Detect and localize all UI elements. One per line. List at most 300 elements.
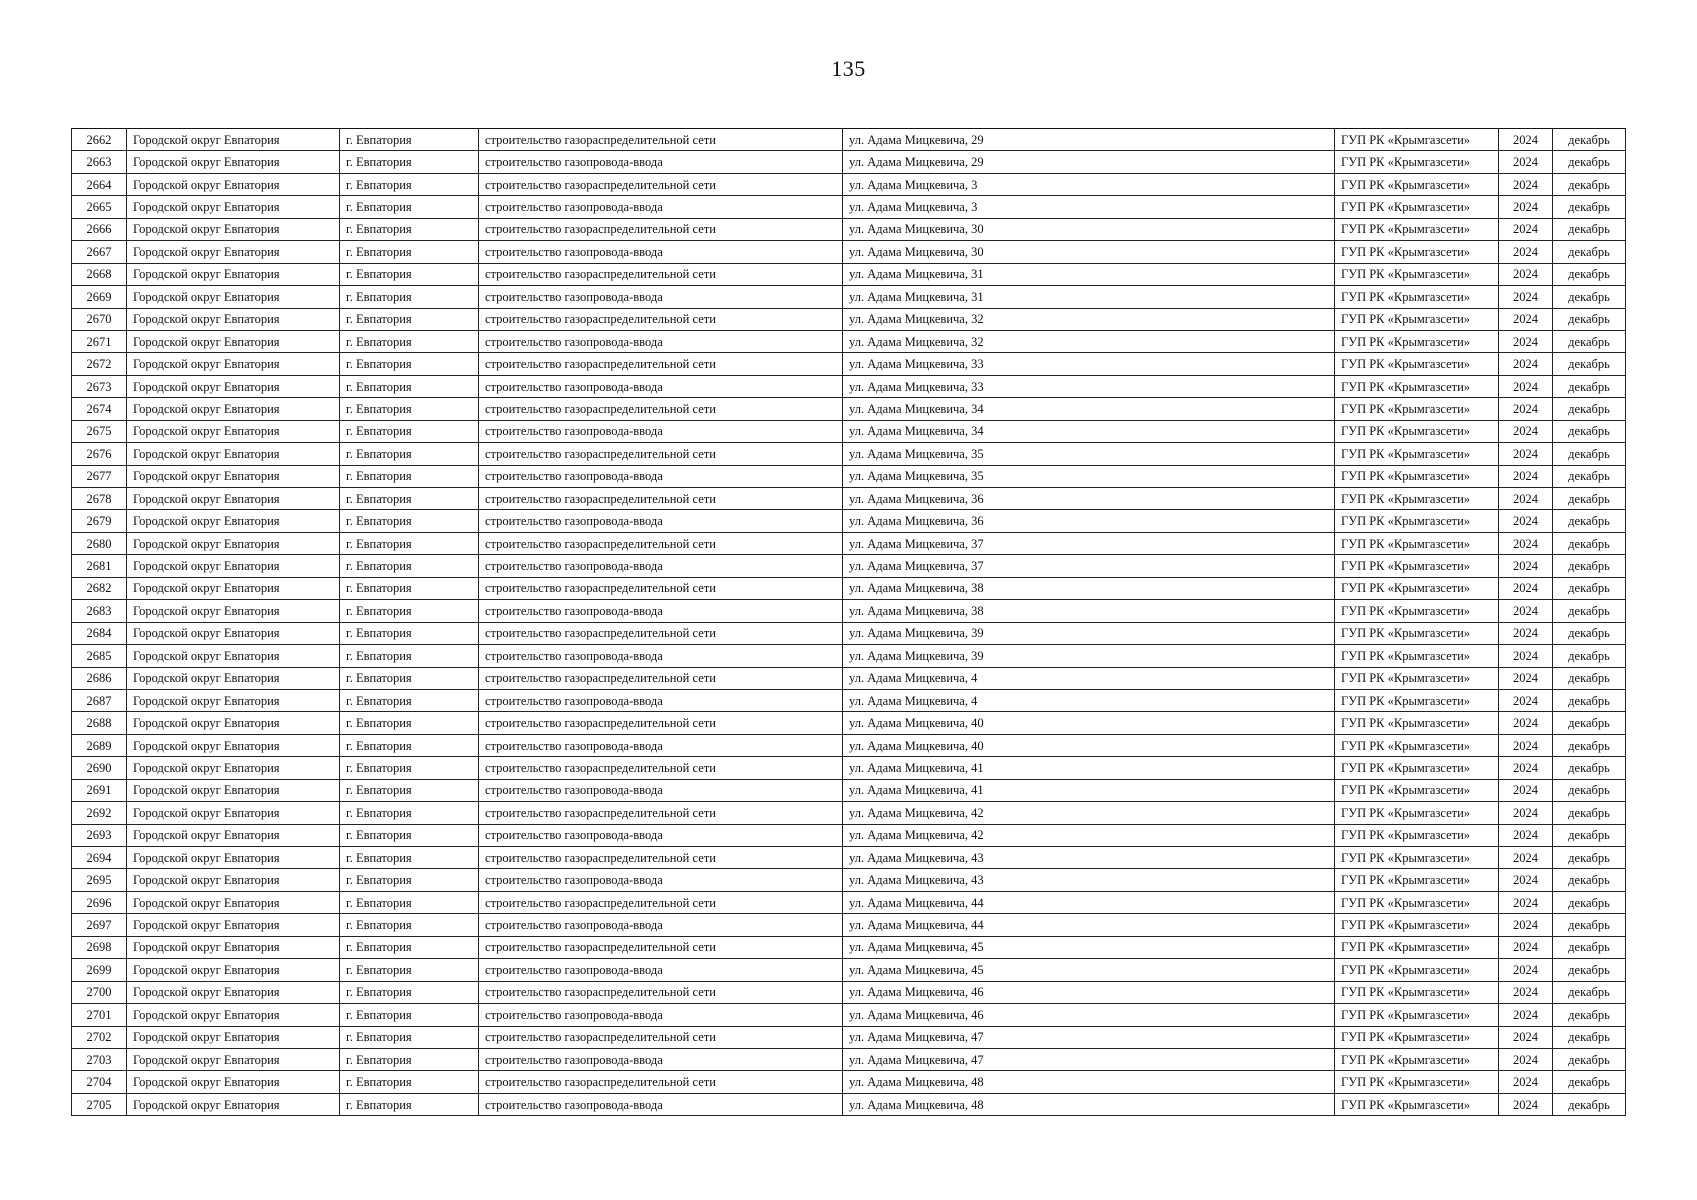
table-row: [72, 196, 1626, 218]
row-number-cell: 2668: [72, 263, 127, 285]
address-cell: ул. Адама Мицкевича, 34: [843, 420, 1335, 442]
table-row: [72, 1071, 1626, 1093]
work-type-cell: строительство газораспределительной сети: [479, 398, 843, 420]
work-type-cell: строительство газопровода-ввода: [479, 1093, 843, 1115]
row-number-cell: 2690: [72, 757, 127, 779]
organization-cell: ГУП РК «Крымгазсети»: [1335, 218, 1499, 240]
year-cell: 2024: [1499, 151, 1553, 173]
year-cell: 2024: [1499, 824, 1553, 846]
organization-cell: ГУП РК «Крымгазсети»: [1335, 263, 1499, 285]
organization-cell: ГУП РК «Крымгазсети»: [1335, 1093, 1499, 1115]
month-cell: декабрь: [1553, 241, 1626, 263]
row-number-cell: 2691: [72, 779, 127, 801]
organization-cell: ГУП РК «Крымгазсети»: [1335, 712, 1499, 734]
month-cell: декабрь: [1553, 824, 1626, 846]
year-cell: 2024: [1499, 936, 1553, 958]
work-type-cell: строительство газораспределительной сети: [479, 173, 843, 195]
district-cell: Городской округ Евпатория: [127, 577, 340, 599]
organization-cell: ГУП РК «Крымгазсети»: [1335, 353, 1499, 375]
month-cell: декабрь: [1553, 689, 1626, 711]
district-cell: Городской округ Евпатория: [127, 981, 340, 1003]
row-number-cell: 2688: [72, 712, 127, 734]
city-cell: г. Евпатория: [340, 263, 479, 285]
table-row: [72, 1093, 1626, 1115]
month-cell: декабрь: [1553, 555, 1626, 577]
address-cell: ул. Адама Мицкевича, 41: [843, 757, 1335, 779]
register-body: [72, 129, 1626, 1116]
table-row: [72, 824, 1626, 846]
row-number-cell: 2678: [72, 488, 127, 510]
register-table: [71, 128, 1626, 1116]
year-cell: 2024: [1499, 757, 1553, 779]
work-type-cell: строительство газопровода-ввода: [479, 151, 843, 173]
work-type-cell: строительство газопровода-ввода: [479, 959, 843, 981]
work-type-cell: строительство газораспределительной сети: [479, 712, 843, 734]
work-type-cell: строительство газопровода-ввода: [479, 375, 843, 397]
month-cell: декабрь: [1553, 847, 1626, 869]
address-cell: ул. Адама Мицкевича, 34: [843, 398, 1335, 420]
work-type-cell: строительство газораспределительной сети: [479, 488, 843, 510]
city-cell: г. Евпатория: [340, 532, 479, 554]
city-cell: г. Евпатория: [340, 1048, 479, 1070]
work-type-cell: строительство газораспределительной сети: [479, 757, 843, 779]
work-type-cell: строительство газораспределительной сети: [479, 847, 843, 869]
address-cell: ул. Адама Мицкевича, 31: [843, 263, 1335, 285]
year-cell: 2024: [1499, 869, 1553, 891]
year-cell: 2024: [1499, 398, 1553, 420]
city-cell: г. Евпатория: [340, 734, 479, 756]
row-number-cell: 2701: [72, 1004, 127, 1026]
city-cell: г. Евпатория: [340, 555, 479, 577]
table-row: [72, 241, 1626, 263]
address-cell: ул. Адама Мицкевича, 48: [843, 1071, 1335, 1093]
organization-cell: ГУП РК «Крымгазсети»: [1335, 196, 1499, 218]
year-cell: 2024: [1499, 689, 1553, 711]
month-cell: декабрь: [1553, 622, 1626, 644]
district-cell: Городской округ Евпатория: [127, 398, 340, 420]
city-cell: г. Евпатория: [340, 689, 479, 711]
month-cell: декабрь: [1553, 353, 1626, 375]
district-cell: Городской округ Евпатория: [127, 555, 340, 577]
table-row: [72, 734, 1626, 756]
organization-cell: ГУП РК «Крымгазсети»: [1335, 1048, 1499, 1070]
city-cell: г. Евпатория: [340, 712, 479, 734]
row-number-cell: 2663: [72, 151, 127, 173]
district-cell: Городской округ Евпатория: [127, 218, 340, 240]
row-number-cell: 2699: [72, 959, 127, 981]
district-cell: Городской округ Евпатория: [127, 1026, 340, 1048]
address-cell: ул. Адама Мицкевича, 46: [843, 1004, 1335, 1026]
table-row: [72, 802, 1626, 824]
work-type-cell: строительство газораспределительной сети: [479, 129, 843, 151]
month-cell: декабрь: [1553, 330, 1626, 352]
month-cell: декабрь: [1553, 532, 1626, 554]
work-type-cell: строительство газопровода-ввода: [479, 600, 843, 622]
row-number-cell: 2689: [72, 734, 127, 756]
table-row: [72, 1026, 1626, 1048]
district-cell: Городской округ Евпатория: [127, 241, 340, 263]
address-cell: ул. Адама Мицкевича, 32: [843, 330, 1335, 352]
address-cell: ул. Адама Мицкевича, 4: [843, 689, 1335, 711]
organization-cell: ГУП РК «Крымгазсети»: [1335, 330, 1499, 352]
organization-cell: ГУП РК «Крымгазсети»: [1335, 286, 1499, 308]
table-row: [72, 286, 1626, 308]
row-number-cell: 2692: [72, 802, 127, 824]
month-cell: декабрь: [1553, 510, 1626, 532]
month-cell: декабрь: [1553, 757, 1626, 779]
year-cell: 2024: [1499, 600, 1553, 622]
organization-cell: ГУП РК «Крымгазсети»: [1335, 375, 1499, 397]
organization-cell: ГУП РК «Крымгазсети»: [1335, 622, 1499, 644]
district-cell: Городской округ Евпатория: [127, 375, 340, 397]
district-cell: Городской округ Евпатория: [127, 308, 340, 330]
district-cell: Городской округ Евпатория: [127, 891, 340, 913]
address-cell: ул. Адама Мицкевича, 3: [843, 173, 1335, 195]
month-cell: декабрь: [1553, 263, 1626, 285]
month-cell: декабрь: [1553, 600, 1626, 622]
district-cell: Городской округ Евпатория: [127, 330, 340, 352]
city-cell: г. Евпатория: [340, 375, 479, 397]
row-number-cell: 2671: [72, 330, 127, 352]
address-cell: ул. Адама Мицкевича, 40: [843, 712, 1335, 734]
city-cell: г. Евпатория: [340, 600, 479, 622]
address-cell: ул. Адама Мицкевича, 45: [843, 959, 1335, 981]
month-cell: декабрь: [1553, 802, 1626, 824]
district-cell: Городской округ Евпатория: [127, 353, 340, 375]
district-cell: Городской округ Евпатория: [127, 488, 340, 510]
city-cell: г. Евпатория: [340, 218, 479, 240]
organization-cell: ГУП РК «Крымгазсети»: [1335, 510, 1499, 532]
row-number-cell: 2703: [72, 1048, 127, 1070]
month-cell: декабрь: [1553, 488, 1626, 510]
work-type-cell: строительство газопровода-ввода: [479, 420, 843, 442]
organization-cell: ГУП РК «Крымгазсети»: [1335, 1004, 1499, 1026]
work-type-cell: строительство газопровода-ввода: [479, 1048, 843, 1070]
district-cell: Городской округ Евпатория: [127, 824, 340, 846]
work-type-cell: строительство газопровода-ввода: [479, 914, 843, 936]
month-cell: декабрь: [1553, 869, 1626, 891]
city-cell: г. Евпатория: [340, 757, 479, 779]
table-row: [72, 936, 1626, 958]
month-cell: декабрь: [1553, 1048, 1626, 1070]
year-cell: 2024: [1499, 241, 1553, 263]
city-cell: г. Евпатория: [340, 645, 479, 667]
address-cell: ул. Адама Мицкевича, 30: [843, 241, 1335, 263]
work-type-cell: строительство газораспределительной сети: [479, 1026, 843, 1048]
district-cell: Городской округ Евпатория: [127, 465, 340, 487]
year-cell: 2024: [1499, 375, 1553, 397]
district-cell: Городской округ Евпатория: [127, 129, 340, 151]
district-cell: Городской округ Евпатория: [127, 1004, 340, 1026]
organization-cell: ГУП РК «Крымгазсети»: [1335, 241, 1499, 263]
district-cell: Городской округ Евпатория: [127, 443, 340, 465]
row-number-cell: 2669: [72, 286, 127, 308]
work-type-cell: строительство газопровода-ввода: [479, 1004, 843, 1026]
address-cell: ул. Адама Мицкевича, 38: [843, 600, 1335, 622]
year-cell: 2024: [1499, 734, 1553, 756]
year-cell: 2024: [1499, 129, 1553, 151]
work-type-cell: строительство газопровода-ввода: [479, 510, 843, 532]
organization-cell: ГУП РК «Крымгазсети»: [1335, 465, 1499, 487]
organization-cell: ГУП РК «Крымгазсети»: [1335, 824, 1499, 846]
row-number-cell: 2694: [72, 847, 127, 869]
year-cell: 2024: [1499, 1093, 1553, 1115]
year-cell: 2024: [1499, 1004, 1553, 1026]
year-cell: 2024: [1499, 1026, 1553, 1048]
address-cell: ул. Адама Мицкевича, 33: [843, 353, 1335, 375]
organization-cell: ГУП РК «Крымгазсети»: [1335, 959, 1499, 981]
month-cell: декабрь: [1553, 959, 1626, 981]
city-cell: г. Евпатория: [340, 443, 479, 465]
work-type-cell: строительство газопровода-ввода: [479, 734, 843, 756]
district-cell: Городской округ Евпатория: [127, 532, 340, 554]
table-row: [72, 1048, 1626, 1070]
organization-cell: ГУП РК «Крымгазсети»: [1335, 173, 1499, 195]
table-row: [72, 779, 1626, 801]
work-type-cell: строительство газопровода-ввода: [479, 330, 843, 352]
district-cell: Городской округ Евпатория: [127, 802, 340, 824]
city-cell: г. Евпатория: [340, 577, 479, 599]
month-cell: декабрь: [1553, 129, 1626, 151]
year-cell: 2024: [1499, 1048, 1553, 1070]
month-cell: декабрь: [1553, 443, 1626, 465]
organization-cell: ГУП РК «Крымгазсети»: [1335, 802, 1499, 824]
row-number-cell: 2662: [72, 129, 127, 151]
row-number-cell: 2675: [72, 420, 127, 442]
month-cell: декабрь: [1553, 465, 1626, 487]
city-cell: г. Евпатория: [340, 510, 479, 532]
work-type-cell: строительство газораспределительной сети: [479, 1071, 843, 1093]
table-row: [72, 981, 1626, 1003]
address-cell: ул. Адама Мицкевича, 45: [843, 936, 1335, 958]
year-cell: 2024: [1499, 218, 1553, 240]
row-number-cell: 2693: [72, 824, 127, 846]
address-cell: ул. Адама Мицкевича, 44: [843, 891, 1335, 913]
organization-cell: ГУП РК «Крымгазсети»: [1335, 869, 1499, 891]
city-cell: г. Евпатория: [340, 420, 479, 442]
address-cell: ул. Адама Мицкевича, 43: [843, 869, 1335, 891]
year-cell: 2024: [1499, 622, 1553, 644]
year-cell: 2024: [1499, 555, 1553, 577]
row-number-cell: 2677: [72, 465, 127, 487]
work-type-cell: строительство газораспределительной сети: [479, 353, 843, 375]
organization-cell: ГУП РК «Крымгазсети»: [1335, 577, 1499, 599]
city-cell: г. Евпатория: [340, 779, 479, 801]
organization-cell: ГУП РК «Крымгазсети»: [1335, 488, 1499, 510]
city-cell: г. Евпатория: [340, 914, 479, 936]
organization-cell: ГУП РК «Крымгазсети»: [1335, 1026, 1499, 1048]
year-cell: 2024: [1499, 510, 1553, 532]
row-number-cell: 2665: [72, 196, 127, 218]
month-cell: декабрь: [1553, 308, 1626, 330]
month-cell: декабрь: [1553, 420, 1626, 442]
district-cell: Городской округ Евпатория: [127, 712, 340, 734]
table-row: [72, 555, 1626, 577]
city-cell: г. Евпатория: [340, 981, 479, 1003]
district-cell: Городской округ Евпатория: [127, 757, 340, 779]
city-cell: г. Евпатория: [340, 129, 479, 151]
address-cell: ул. Адама Мицкевича, 37: [843, 532, 1335, 554]
address-cell: ул. Адама Мицкевича, 46: [843, 981, 1335, 1003]
address-cell: ул. Адама Мицкевича, 30: [843, 218, 1335, 240]
city-cell: г. Евпатория: [340, 353, 479, 375]
month-cell: декабрь: [1553, 173, 1626, 195]
organization-cell: ГУП РК «Крымгазсети»: [1335, 443, 1499, 465]
district-cell: Городской округ Евпатория: [127, 420, 340, 442]
district-cell: Городской округ Евпатория: [127, 869, 340, 891]
district-cell: Городской округ Евпатория: [127, 151, 340, 173]
year-cell: 2024: [1499, 667, 1553, 689]
year-cell: 2024: [1499, 173, 1553, 195]
city-cell: г. Евпатория: [340, 465, 479, 487]
table-row: [72, 600, 1626, 622]
table-row: [72, 218, 1626, 240]
table-row: [72, 330, 1626, 352]
address-cell: ул. Адама Мицкевича, 37: [843, 555, 1335, 577]
address-cell: ул. Адама Мицкевича, 36: [843, 510, 1335, 532]
city-cell: г. Евпатория: [340, 286, 479, 308]
work-type-cell: строительство газопровода-ввода: [479, 286, 843, 308]
city-cell: г. Евпатория: [340, 959, 479, 981]
address-cell: ул. Адама Мицкевича, 39: [843, 645, 1335, 667]
address-cell: ул. Адама Мицкевича, 29: [843, 129, 1335, 151]
table-row: [72, 398, 1626, 420]
work-type-cell: строительство газопровода-ввода: [479, 689, 843, 711]
row-number-cell: 2673: [72, 375, 127, 397]
work-type-cell: строительство газораспределительной сети: [479, 532, 843, 554]
month-cell: декабрь: [1553, 891, 1626, 913]
work-type-cell: строительство газораспределительной сети: [479, 218, 843, 240]
work-type-cell: строительство газораспределительной сети: [479, 891, 843, 913]
city-cell: г. Евпатория: [340, 398, 479, 420]
row-number-cell: 2681: [72, 555, 127, 577]
address-cell: ул. Адама Мицкевича, 40: [843, 734, 1335, 756]
year-cell: 2024: [1499, 532, 1553, 554]
address-cell: ул. Адама Мицкевича, 33: [843, 375, 1335, 397]
year-cell: 2024: [1499, 577, 1553, 599]
work-type-cell: строительство газопровода-ввода: [479, 196, 843, 218]
organization-cell: ГУП РК «Крымгазсети»: [1335, 420, 1499, 442]
month-cell: декабрь: [1553, 1004, 1626, 1026]
table-row: [72, 577, 1626, 599]
organization-cell: ГУП РК «Крымгазсети»: [1335, 936, 1499, 958]
table-row: [72, 689, 1626, 711]
table-row: [72, 712, 1626, 734]
month-cell: декабрь: [1553, 1093, 1626, 1115]
row-number-cell: 2687: [72, 689, 127, 711]
table-row: [72, 645, 1626, 667]
district-cell: Городской округ Евпатория: [127, 622, 340, 644]
month-cell: декабрь: [1553, 1026, 1626, 1048]
city-cell: г. Евпатория: [340, 196, 479, 218]
organization-cell: ГУП РК «Крымгазсети»: [1335, 734, 1499, 756]
row-number-cell: 2672: [72, 353, 127, 375]
row-number-cell: 2664: [72, 173, 127, 195]
row-number-cell: 2680: [72, 532, 127, 554]
work-type-cell: строительство газораспределительной сети: [479, 981, 843, 1003]
month-cell: декабрь: [1553, 398, 1626, 420]
row-number-cell: 2700: [72, 981, 127, 1003]
table-row: [72, 488, 1626, 510]
district-cell: Городской округ Евпатория: [127, 1093, 340, 1115]
row-number-cell: 2667: [72, 241, 127, 263]
organization-cell: ГУП РК «Крымгазсети»: [1335, 667, 1499, 689]
month-cell: декабрь: [1553, 712, 1626, 734]
table-row: [72, 622, 1626, 644]
organization-cell: ГУП РК «Крымгазсети»: [1335, 847, 1499, 869]
district-cell: Городской округ Евпатория: [127, 1071, 340, 1093]
year-cell: 2024: [1499, 802, 1553, 824]
district-cell: Городской округ Евпатория: [127, 914, 340, 936]
address-cell: ул. Адама Мицкевича, 48: [843, 1093, 1335, 1115]
table-row: [72, 510, 1626, 532]
table-row: [72, 757, 1626, 779]
city-cell: г. Евпатория: [340, 1093, 479, 1115]
district-cell: Городской округ Евпатория: [127, 286, 340, 308]
row-number-cell: 2674: [72, 398, 127, 420]
table-row: [72, 420, 1626, 442]
work-type-cell: строительство газораспределительной сети: [479, 443, 843, 465]
organization-cell: ГУП РК «Крымгазсети»: [1335, 981, 1499, 1003]
city-cell: г. Евпатория: [340, 330, 479, 352]
work-type-cell: строительство газопровода-ввода: [479, 869, 843, 891]
organization-cell: ГУП РК «Крымгазсети»: [1335, 600, 1499, 622]
city-cell: г. Евпатория: [340, 622, 479, 644]
city-cell: г. Евпатория: [340, 667, 479, 689]
district-cell: Городской округ Евпатория: [127, 847, 340, 869]
year-cell: 2024: [1499, 308, 1553, 330]
year-cell: 2024: [1499, 196, 1553, 218]
table-row: [72, 667, 1626, 689]
work-type-cell: строительство газопровода-ввода: [479, 645, 843, 667]
organization-cell: ГУП РК «Крымгазсети»: [1335, 914, 1499, 936]
year-cell: 2024: [1499, 891, 1553, 913]
work-type-cell: строительство газораспределительной сети: [479, 577, 843, 599]
city-cell: г. Евпатория: [340, 1071, 479, 1093]
row-number-cell: 2686: [72, 667, 127, 689]
city-cell: г. Евпатория: [340, 241, 479, 263]
year-cell: 2024: [1499, 847, 1553, 869]
organization-cell: ГУП РК «Крымгазсети»: [1335, 151, 1499, 173]
table-row: [72, 1004, 1626, 1026]
table-row: [72, 173, 1626, 195]
table-row: [72, 353, 1626, 375]
district-cell: Городской округ Евпатория: [127, 510, 340, 532]
month-cell: декабрь: [1553, 577, 1626, 599]
district-cell: Городской округ Евпатория: [127, 263, 340, 285]
month-cell: декабрь: [1553, 218, 1626, 240]
year-cell: 2024: [1499, 353, 1553, 375]
district-cell: Городской округ Евпатория: [127, 667, 340, 689]
organization-cell: ГУП РК «Крымгазсети»: [1335, 645, 1499, 667]
work-type-cell: строительство газопровода-ввода: [479, 241, 843, 263]
address-cell: ул. Адама Мицкевича, 3: [843, 196, 1335, 218]
organization-cell: ГУП РК «Крымгазсети»: [1335, 308, 1499, 330]
year-cell: 2024: [1499, 779, 1553, 801]
row-number-cell: 2697: [72, 914, 127, 936]
page-number: 135: [831, 56, 866, 81]
address-cell: ул. Адама Мицкевича, 4: [843, 667, 1335, 689]
row-number-cell: 2695: [72, 869, 127, 891]
city-cell: г. Евпатория: [340, 891, 479, 913]
work-type-cell: строительство газораспределительной сети: [479, 936, 843, 958]
month-cell: декабрь: [1553, 936, 1626, 958]
address-cell: ул. Адама Мицкевича, 44: [843, 914, 1335, 936]
year-cell: 2024: [1499, 981, 1553, 1003]
row-number-cell: 2682: [72, 577, 127, 599]
work-type-cell: строительство газораспределительной сети: [479, 263, 843, 285]
city-cell: г. Евпатория: [340, 869, 479, 891]
